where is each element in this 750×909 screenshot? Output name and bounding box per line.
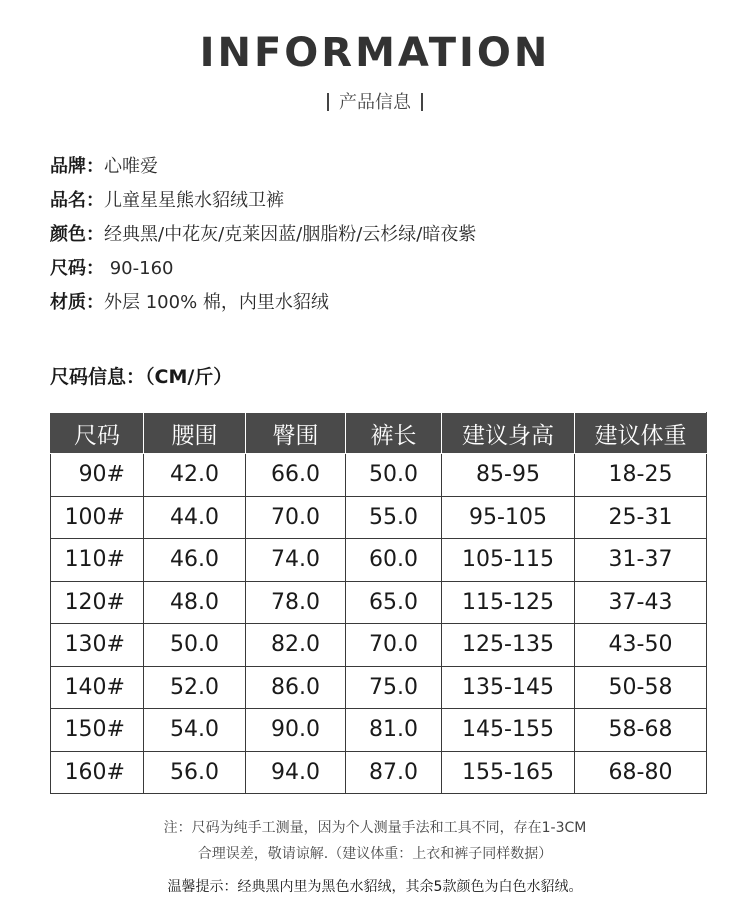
table-cell: 95-105 bbox=[442, 496, 575, 539]
info-value: 经典黑/中花灰/克莱因蓝/胭脂粉/云杉绿/暗夜紫 bbox=[104, 224, 477, 245]
table-cell: 160# bbox=[51, 751, 144, 794]
table-cell: 110# bbox=[51, 539, 144, 582]
table-cell: 25-31 bbox=[575, 496, 707, 539]
table-cell: 75.0 bbox=[346, 666, 442, 709]
table-cell: 90.0 bbox=[246, 709, 346, 752]
table-cell: 87.0 bbox=[346, 751, 442, 794]
warm-tip: 温馨提示：经典黑内里为黑色水貂绒，其余5款颜色为白色水貂绒。 bbox=[167, 879, 583, 895]
table-cell: 94.0 bbox=[246, 751, 346, 794]
table-cell: 66.0 bbox=[246, 454, 346, 497]
info-value: 90-160 bbox=[104, 258, 174, 279]
table-cell: 50.0 bbox=[144, 624, 246, 667]
column-header: 建议身高 bbox=[442, 413, 575, 454]
table-cell: 85-95 bbox=[442, 454, 575, 497]
table-row bbox=[51, 496, 707, 539]
table-cell: 150# bbox=[51, 709, 144, 752]
info-label: 尺码： bbox=[50, 258, 104, 279]
table-cell: 43-50 bbox=[575, 624, 707, 667]
table-cell: 58-68 bbox=[575, 709, 707, 752]
table-cell: 105-115 bbox=[442, 539, 575, 582]
table-cell: 55.0 bbox=[346, 496, 442, 539]
info-row-size bbox=[50, 252, 710, 286]
table-cell: 78.0 bbox=[246, 581, 346, 624]
info-label: 材质： bbox=[50, 292, 104, 313]
table-cell: 31-37 bbox=[575, 539, 707, 582]
table-cell: 60.0 bbox=[346, 539, 442, 582]
table-cell: 145-155 bbox=[442, 709, 575, 752]
page-subtitle bbox=[0, 88, 750, 114]
measurement-note-line1: 注：尺码为纯手工测量，因为个人测量手法和工具不同，存在1-3CM bbox=[163, 820, 587, 836]
table-cell: 115-125 bbox=[442, 581, 575, 624]
size-table bbox=[50, 412, 707, 794]
table-cell: 50.0 bbox=[346, 454, 442, 497]
column-header: 臀围 bbox=[246, 413, 346, 454]
column-header: 裤长 bbox=[346, 413, 442, 454]
divider-left bbox=[327, 93, 329, 111]
column-header: 建议体重 bbox=[575, 413, 707, 454]
divider-right bbox=[421, 93, 423, 111]
table-cell: 81.0 bbox=[346, 709, 442, 752]
column-header: 尺码 bbox=[51, 413, 144, 454]
table-cell: 130# bbox=[51, 624, 144, 667]
page-title: INFORMATION bbox=[199, 30, 551, 76]
table-row bbox=[51, 666, 707, 709]
info-label: 颜色： bbox=[50, 224, 104, 245]
info-row-brand bbox=[50, 150, 710, 184]
table-row bbox=[51, 709, 707, 752]
table-cell: 50-58 bbox=[575, 666, 707, 709]
table-cell: 48.0 bbox=[144, 581, 246, 624]
table-cell: 65.0 bbox=[346, 581, 442, 624]
info-row-material bbox=[50, 286, 710, 320]
table-cell: 140# bbox=[51, 666, 144, 709]
table-cell: 56.0 bbox=[144, 751, 246, 794]
column-header: 腰围 bbox=[144, 413, 246, 454]
table-cell: 44.0 bbox=[144, 496, 246, 539]
table-row bbox=[51, 454, 707, 497]
table-cell: 74.0 bbox=[246, 539, 346, 582]
info-row-name bbox=[50, 184, 710, 218]
table-cell: 125-135 bbox=[442, 624, 575, 667]
table-cell: 120# bbox=[51, 581, 144, 624]
table-cell: 54.0 bbox=[144, 709, 246, 752]
table-cell: 100# bbox=[51, 496, 144, 539]
table-cell: 155-165 bbox=[442, 751, 575, 794]
table-cell: 82.0 bbox=[246, 624, 346, 667]
table-cell: 86.0 bbox=[246, 666, 346, 709]
table-cell: 37-43 bbox=[575, 581, 707, 624]
subtitle-text: 产品信息 bbox=[339, 92, 411, 113]
table-cell: 135-145 bbox=[442, 666, 575, 709]
info-row-color bbox=[50, 218, 710, 252]
table-cell: 52.0 bbox=[144, 666, 246, 709]
info-value: 儿童星星熊水貂绒卫裤 bbox=[104, 190, 284, 211]
measurement-note-line2: 合理误差，敬请谅解.（建议体重：上衣和裤子同样数据） bbox=[197, 846, 553, 862]
table-cell: 70.0 bbox=[346, 624, 442, 667]
table-header-row bbox=[51, 413, 707, 454]
info-label: 品名： bbox=[50, 190, 104, 211]
info-value: 心唯爱 bbox=[104, 156, 158, 177]
table-cell: 18-25 bbox=[575, 454, 707, 497]
table-cell: 90# bbox=[51, 454, 144, 497]
table-cell: 70.0 bbox=[246, 496, 346, 539]
table-cell: 68-80 bbox=[575, 751, 707, 794]
table-row bbox=[51, 751, 707, 794]
size-info-heading: 尺码信息：（CM/斤） bbox=[50, 366, 233, 388]
info-label: 品牌： bbox=[50, 156, 104, 177]
info-value: 外层 100% 棉，内里水貂绒 bbox=[104, 292, 329, 313]
product-info bbox=[50, 150, 710, 320]
table-row bbox=[51, 539, 707, 582]
table-row bbox=[51, 581, 707, 624]
table-cell: 46.0 bbox=[144, 539, 246, 582]
table-row bbox=[51, 624, 707, 667]
table-cell: 42.0 bbox=[144, 454, 246, 497]
